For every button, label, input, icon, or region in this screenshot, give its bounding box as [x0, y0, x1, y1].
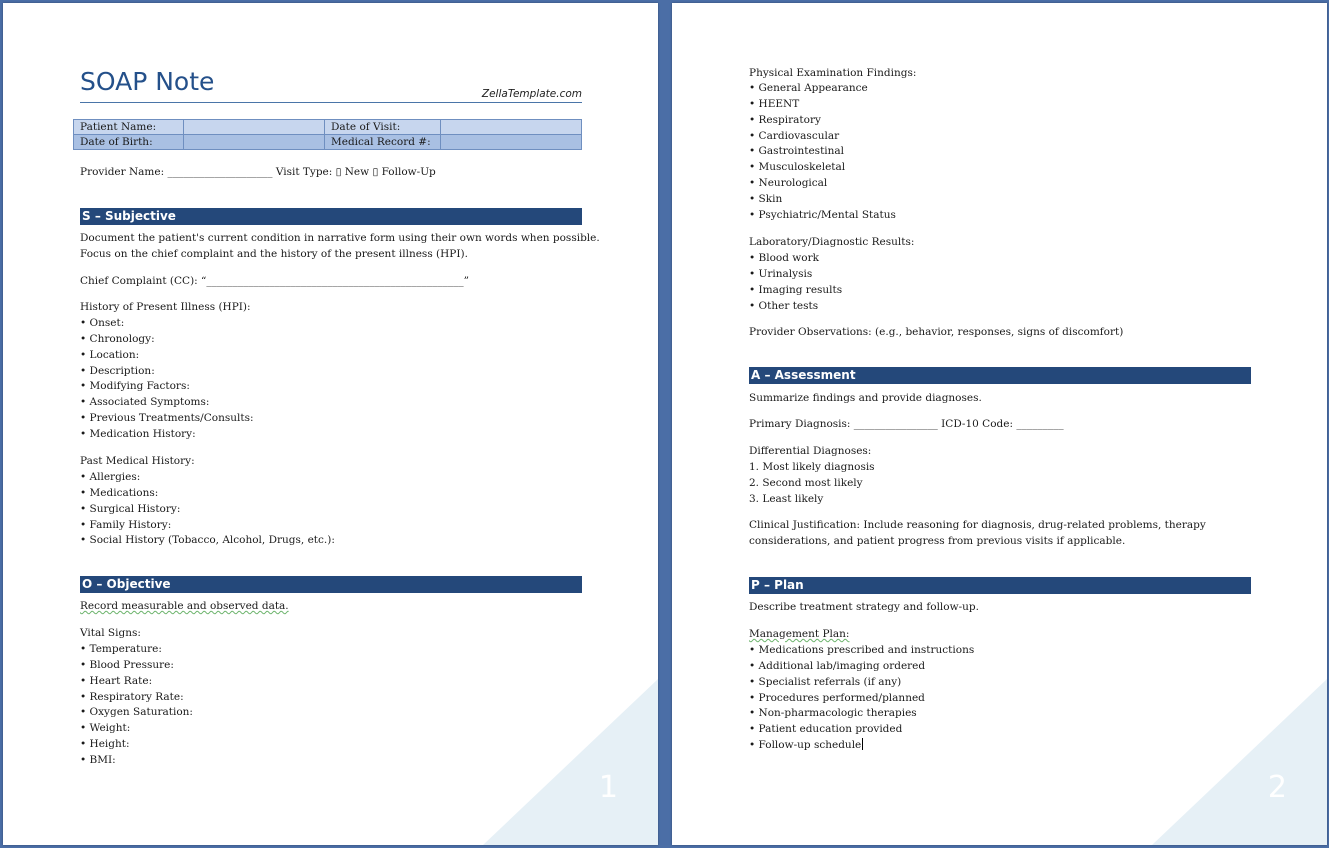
list-item[interactable]: • Social History (Tobacco, Alcohol, Drugs, etc.): [80, 534, 335, 547]
page-corner-decoration [483, 679, 658, 845]
lab-list [749, 251, 842, 314]
exam-list [749, 81, 896, 224]
provider-observations[interactable]: Provider Observations: (e.g., behavior, responses, signs of discomfort) [749, 326, 1124, 338]
list-item[interactable]: • Respiratory [749, 113, 821, 126]
hpi-label[interactable]: History of Present Illness (HPI): [80, 301, 251, 313]
list-item[interactable]: • Height: [80, 738, 130, 751]
chief-complaint-line[interactable]: Chief Complaint (CC): “_________________________________________________” [80, 275, 470, 287]
list-item[interactable]: • Procedures performed/planned [749, 691, 925, 704]
section-heading-plan[interactable]: P – Plan [749, 577, 1251, 594]
section-heading-objective[interactable]: O – Objective [80, 576, 582, 593]
list-item[interactable]: • Skin [749, 192, 783, 205]
list-item[interactable]: • Description: [80, 364, 155, 377]
subjective-intro-line-2[interactable]: Focus on the chief complaint and the history of the present illness (HPI). [80, 248, 468, 260]
mrn-label[interactable]: Medical Record #: [325, 135, 441, 150]
list-item[interactable]: • Specialist referrals (if any) [749, 675, 902, 688]
list-item[interactable]: • Previous Treatments/Consults: [80, 412, 254, 425]
differential-label[interactable]: Differential Diagnoses: [749, 445, 872, 457]
list-item[interactable]: • Gastrointestinal [749, 145, 845, 158]
list-item[interactable]: • Musculoskeletal [749, 161, 846, 174]
vitals-label[interactable]: Vital Signs: [80, 627, 141, 639]
list-item[interactable]: • Neurological [749, 177, 828, 190]
list-item[interactable]: • Blood Pressure: [80, 658, 174, 671]
list-item[interactable]: 3. Least likely [749, 492, 824, 505]
page-corner-decoration [1152, 679, 1327, 845]
assessment-intro[interactable]: Summarize findings and provide diagnoses. [749, 392, 982, 404]
list-item[interactable]: • General Appearance [749, 82, 868, 94]
objective-intro[interactable]: Record measurable and observed data. [80, 600, 289, 612]
document-title[interactable]: SOAP Note [80, 67, 215, 96]
list-item[interactable]: • Medications: [80, 486, 159, 499]
list-item[interactable]: • Respiratory Rate: [80, 690, 184, 703]
patient-name-label[interactable]: Patient Name: [74, 120, 184, 135]
dob-label[interactable]: Date of Birth: [74, 135, 184, 150]
differential-list [749, 460, 875, 508]
list-item[interactable]: 2. Second most likely [749, 476, 863, 489]
text-cursor [862, 738, 863, 750]
pmh-label[interactable]: Past Medical History: [80, 455, 195, 467]
section-heading-subjective[interactable]: S – Subjective [80, 208, 582, 225]
list-item[interactable]: • Temperature: [80, 643, 162, 655]
site-credit[interactable]: ZellaTemplate.com [481, 88, 582, 100]
list-item[interactable]: 1. Most likely diagnosis [749, 461, 875, 473]
management-label[interactable]: Management Plan: [749, 628, 850, 640]
list-item-text[interactable]: • Follow-up schedule [749, 739, 862, 752]
list-item[interactable]: • Family History: [80, 518, 172, 531]
list-item[interactable]: • HEENT [749, 97, 800, 110]
justification-line-1[interactable]: Clinical Justification: Include reasoning for diagnosis, drug-related problems, therapy [749, 519, 1206, 531]
list-item[interactable]: • Other tests [749, 299, 819, 312]
page-number: 1 [598, 770, 618, 805]
list-item[interactable]: • Medication History: [80, 427, 196, 440]
list-item[interactable]: • Allergies: [80, 471, 141, 483]
mrn-field[interactable] [441, 135, 582, 150]
list-item[interactable]: • Modifying Factors: [80, 380, 190, 393]
subjective-intro-line-1[interactable]: Document the patient's current condition in narrative form using their own words when possible. [80, 232, 600, 244]
plan-intro[interactable]: Describe treatment strategy and follow-up. [749, 601, 979, 613]
page-number: 2 [1267, 770, 1287, 805]
list-item[interactable]: • Imaging results [749, 283, 843, 296]
hpi-list [80, 316, 254, 443]
list-item[interactable]: • Heart Rate: [80, 674, 153, 687]
lab-label[interactable]: Laboratory/Diagnostic Results: [749, 236, 915, 248]
primary-diagnosis-line[interactable]: Primary Diagnosis: ________________ ICD-10 Code: _________ [749, 418, 1064, 430]
list-item[interactable]: • Urinalysis [749, 267, 813, 280]
date-of-visit-field[interactable] [441, 120, 582, 135]
list-item[interactable]: • Oxygen Saturation: [80, 706, 193, 719]
list-item[interactable]: • Patient education provided [749, 723, 903, 736]
vitals-list [80, 642, 193, 769]
exam-label[interactable]: Physical Examination Findings: [749, 67, 917, 79]
provider-visit-line[interactable]: Provider Name: ____________________ Visit Type: ▯ New ▯ Follow-Up [80, 166, 436, 178]
justification-line-2[interactable]: considerations, and patient progress from previous visits if applicable. [749, 535, 1126, 547]
list-item[interactable]: • Location: [80, 348, 140, 361]
list-item[interactable]: • Cardiovascular [749, 129, 840, 142]
pmh-list [80, 470, 335, 549]
list-item[interactable]: • Psychiatric/Mental Status [749, 208, 896, 221]
list-item[interactable]: • Associated Symptoms: [80, 396, 210, 409]
list-item[interactable]: • Surgical History: [80, 502, 181, 515]
title-underline [80, 102, 582, 103]
list-item[interactable]: • Medications prescribed and instructions [749, 644, 975, 656]
list-item[interactable]: • Additional lab/imaging ordered [749, 659, 926, 672]
list-item[interactable]: • Weight: [80, 722, 131, 735]
date-of-visit-label[interactable]: Date of Visit: [325, 120, 441, 135]
list-item[interactable]: • Blood work [749, 252, 819, 264]
dob-field[interactable] [184, 135, 325, 150]
document-page-2 [672, 3, 1327, 845]
patient-name-field[interactable] [184, 120, 325, 135]
list-item[interactable]: • Non-pharmacologic therapies [749, 707, 917, 720]
patient-info-table [73, 119, 582, 150]
list-item[interactable]: • BMI: [80, 753, 116, 766]
document-page-1 [3, 3, 658, 845]
list-item[interactable] [749, 738, 974, 754]
management-list [749, 643, 974, 754]
section-heading-assessment[interactable]: A – Assessment [749, 367, 1251, 384]
list-item[interactable]: • Onset: [80, 317, 125, 329]
list-item[interactable]: • Chronology: [80, 332, 155, 345]
